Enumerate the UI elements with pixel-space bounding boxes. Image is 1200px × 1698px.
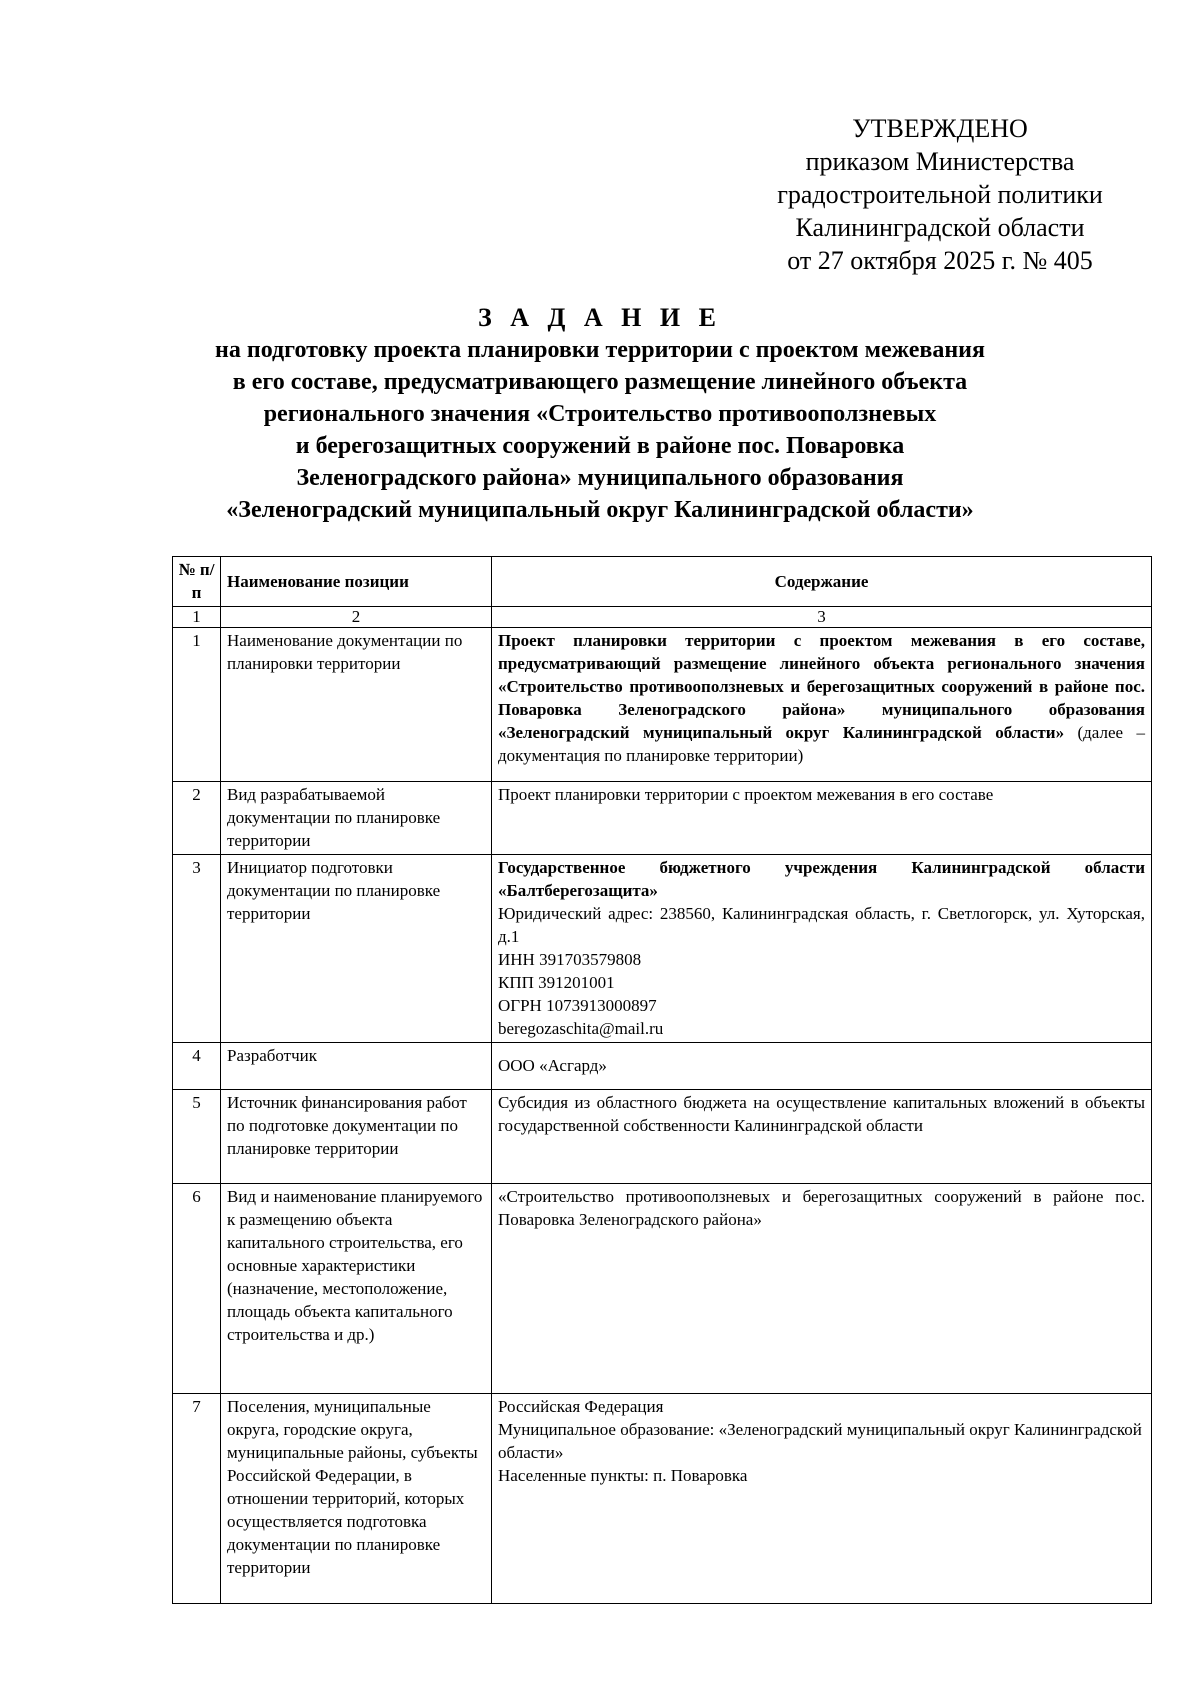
row-content-bold: Государственное бюджетного учреждения Калининградской области «Балтберегозащита» [498,858,1145,900]
row-name: Вид разрабатываемой документации по планировке территории [221,782,492,855]
table-index-row [173,607,1152,628]
row-content-line: ИНН 391703579808 [498,950,642,969]
row-name: Вид и наименование планируемого к размещению объекта капитального строительства, его основные характеристики (назначение, местоположение, площадь объекта капитального строительства и др.) [221,1184,492,1394]
row-content-line: beregozaschita@mail.ru [498,1019,664,1038]
row-content [492,1394,1152,1604]
table-row [173,1043,1152,1090]
row-content: Проект планировки территории с проектом межевания в его составе [492,782,1152,855]
row-content-line: КПП 391201001 [498,973,615,992]
approval-block [690,112,1190,277]
row-content-line: ОГРН 1073913000897 [498,996,657,1015]
document-title [100,302,1100,526]
row-num: 5 [173,1090,221,1184]
row-num: 7 [173,1394,221,1604]
table-row [173,1184,1152,1394]
row-content [492,628,1152,782]
row-num: 4 [173,1043,221,1090]
title-line: «Зеленоградский муниципальный округ Калининградской области» [226,497,974,523]
task-table [172,556,1152,1604]
row-num: 2 [173,782,221,855]
table-row [173,628,1152,782]
row-content-line: Российская Федерация [498,1397,664,1416]
row-content-bold: Проект планировки территории с проектом межевания в его составе, предусматривающий размещение линейного объекта регионального значения «Строительство противооползневых и берегозащитных сооружений в районе пос. Поваровка Зеленоградского района» муниципального образования «Зеленоградский муниципальный округ Калининградской области» [498,631,1145,742]
table-row [173,1394,1152,1604]
title-heading: З А Д А Н И Е [478,303,722,332]
row-name: Наименование документации по планировки территории [221,628,492,782]
index-cell: 3 [492,607,1152,628]
title-line: Зеленоградского района» муниципального образования [296,465,904,491]
title-line: и берегозащитных сооружений в районе пос. Поваровка [295,433,905,459]
approval-line: градостроительной политики [777,180,1103,209]
row-name: Источник финансирования работ по подготовке документации по планировке территории [221,1090,492,1184]
approval-line: от 27 октября 2025 г. № 405 [787,246,1093,275]
approval-line: УТВЕРЖДЕНО [852,114,1028,143]
header-num: № п/п [173,557,221,607]
row-content-line: Населенные пункты: п. Поваровка [498,1466,748,1485]
title-line: на подготовку проекта планировки территории с проектом межевания [215,337,985,363]
row-content: ООО «Асгард» [492,1043,1152,1090]
table-row [173,855,1152,1043]
row-num: 3 [173,855,221,1043]
table-row [173,1090,1152,1184]
approval-line: приказом Министерства [805,147,1075,176]
header-content: Содержание [492,557,1152,607]
title-line: в его составе, предусматривающего размещение линейного объекта [232,369,968,395]
index-cell: 1 [173,607,221,628]
row-content [492,855,1152,1043]
row-content-line: Муниципальное образование: «Зеленоградский муниципальный округ Калининградской области» [498,1420,1142,1462]
row-num: 1 [173,628,221,782]
row-content-text: (далее – документация по планировке территории) [498,723,1145,765]
row-content-line: Юридический адрес: 238560, Калининградская область, г. Светлогорск, ул. Хуторская, д.1 [498,904,1145,946]
header-name: Наименование позиции [221,557,492,607]
title-line: регионального значения «Строительство противооползневых [263,401,937,427]
approval-line: Калининградской области [795,213,1085,242]
table-header-row [173,557,1152,607]
row-name: Разработчик [221,1043,492,1090]
index-cell: 2 [221,607,492,628]
row-name: Инициатор подготовки документации по планировке территории [221,855,492,1043]
row-name: Поселения, муниципальные округа, городские округа, муниципальные районы, субъекты Российской Федерации, в отношении территорий, которых осуществляется подготовка документации по планировке территории [221,1394,492,1604]
row-num: 6 [173,1184,221,1394]
table-row [173,782,1152,855]
row-content: Субсидия из областного бюджета на осуществление капитальных вложений в объекты государственной собственности Калининградской области [492,1090,1152,1184]
row-content: «Строительство противооползневых и берегозащитных сооружений в районе пос. Поваровка Зеленоградского района» [492,1184,1152,1394]
